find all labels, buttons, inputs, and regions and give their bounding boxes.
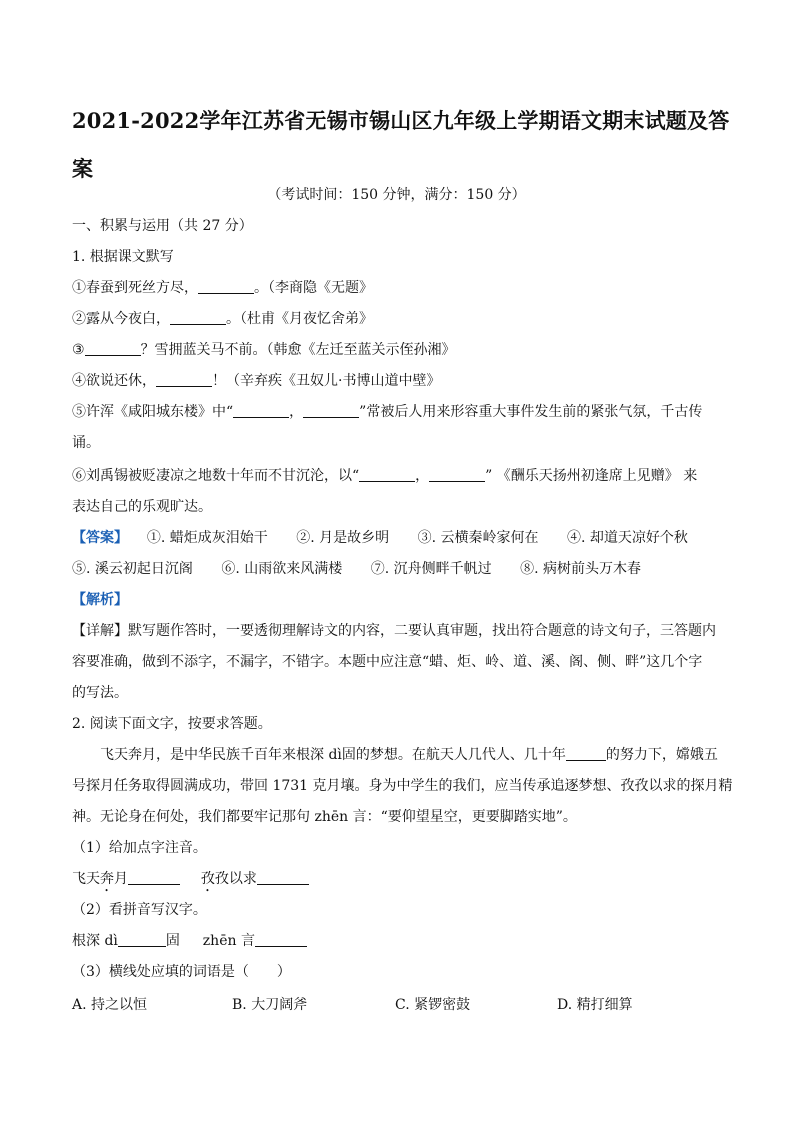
fill-blank[interactable] bbox=[566, 744, 606, 761]
analysis-label bbox=[72, 585, 722, 616]
answer-item: ⑥. 山雨欲来风满楼 bbox=[221, 561, 343, 577]
fill-blank[interactable] bbox=[429, 465, 485, 482]
detail-line-1 bbox=[72, 616, 722, 647]
answer-item: ①. 蜡炬成灰泪始干 bbox=[146, 530, 268, 546]
fill-blank[interactable] bbox=[303, 401, 359, 418]
detail-line-2: 容要准确，做到不添字，不漏字，不错字。本题中应注意“蜡、炬、岭、道、溪、阁、侧、畔”这几个字 bbox=[72, 654, 703, 670]
fill-blank[interactable] bbox=[118, 930, 166, 947]
fill-blank[interactable] bbox=[257, 868, 309, 885]
answer-item: ③. 云横秦岭家何在 bbox=[417, 530, 539, 546]
option-b[interactable]: B. 大刀阔斧 bbox=[232, 997, 308, 1013]
option-a[interactable]: A. 持之以恒 bbox=[72, 997, 148, 1013]
detail-line-3: 的写法。 bbox=[72, 685, 128, 701]
subquestion-1: （1）给加点字注音。 bbox=[72, 840, 207, 856]
question-1-stem: 1. 根据课文默写 bbox=[72, 249, 174, 265]
detail-text: 默写题作答时，一要透彻理解诗文的内容，二要认真审题，找出符合题意的诗文句子，三答题内 bbox=[128, 623, 716, 639]
fill-blank[interactable] bbox=[170, 308, 226, 325]
dictation-text: ”常被后人用来形容重大事件发生前的紧张气氛，千古传 bbox=[359, 404, 703, 420]
dictation-line-3 bbox=[72, 335, 722, 366]
answer-item: ④. 却道天凉好个秋 bbox=[566, 530, 688, 546]
dictation-text: ， bbox=[415, 468, 430, 484]
dictation-line-2 bbox=[72, 304, 722, 335]
answer-item: ②. 月是故乡明 bbox=[296, 530, 390, 546]
detail-label: 【详解】 bbox=[72, 623, 128, 639]
answer-item: ⑦. 沉舟侧畔千帆过 bbox=[370, 561, 492, 577]
dictation-text: ⑥刘禹锡被贬凄凉之地数十年而不甘沉沦，以“ bbox=[72, 468, 360, 484]
dictation-text: ？雪拥蓝关马不前。（韩愈《左迁至蓝关示侄孙湘》 bbox=[140, 342, 456, 358]
pinyin-word: zhēn 言 bbox=[202, 933, 255, 949]
dictation-line-6-cont: 表达自己的乐观旷达。 bbox=[72, 499, 212, 515]
question-2-stem: 2. 阅读下面文字，按要求答题。 bbox=[72, 716, 272, 732]
pinyin-word: 孜以求 bbox=[214, 871, 257, 887]
fill-blank[interactable] bbox=[198, 277, 254, 294]
answer-row-1 bbox=[72, 523, 722, 554]
fill-blank[interactable] bbox=[359, 465, 415, 482]
dictation-text: ！（辛弃疾《丑奴儿·书博山道中壁》 bbox=[212, 373, 441, 389]
dotted-char: 奔 bbox=[100, 871, 114, 887]
subquestion-2-items bbox=[72, 926, 722, 957]
dictation-text: ” 《酬乐天扬州初逢席上见赠》 来 bbox=[485, 468, 698, 484]
fill-blank[interactable] bbox=[128, 868, 180, 885]
dictation-text: ， bbox=[289, 404, 304, 420]
dictation-line-6 bbox=[72, 461, 722, 492]
dictation-text: 。（李商隐《无题》 bbox=[254, 280, 373, 296]
dictation-text: ②露从今夜白， bbox=[72, 311, 170, 327]
passage-line-2: 号探月任务取得圆满成功，带回 1731 克月壤。身为中学生的我们，应当传承追逐梦想、孜孜以求的探月精 bbox=[72, 778, 733, 794]
dictation-text: ③ bbox=[72, 342, 85, 358]
passage-text: 的努力下，嫦娥五 bbox=[605, 747, 718, 763]
page-title: 2021-2022学年江苏省无锡市锡山区九年级上学期语文期末试题及答案 bbox=[72, 108, 730, 181]
fill-blank[interactable] bbox=[255, 930, 307, 947]
fill-blank[interactable] bbox=[233, 401, 289, 418]
dictation-text: ⑤许浑《咸阳城东楼》中“ bbox=[72, 404, 234, 420]
section-heading: 一、积累与运用（共 27 分） bbox=[72, 218, 253, 234]
dictation-line-1 bbox=[72, 273, 722, 304]
dotted-char: 孜 bbox=[200, 871, 215, 887]
analysis-tag: 【解析】 bbox=[72, 592, 128, 608]
fill-blank[interactable] bbox=[85, 339, 141, 356]
dictation-text: ①春蚕到死丝方尽， bbox=[72, 280, 198, 296]
answer-label: 【答案】 bbox=[72, 530, 128, 546]
answer-row-2 bbox=[72, 554, 722, 585]
dictation-line-5 bbox=[72, 397, 722, 428]
pinyin-word: 固 bbox=[165, 933, 180, 949]
subquestion-3: （3）横线处应填的词语是（ ） bbox=[72, 964, 291, 980]
option-c[interactable]: C. 紧锣密鼓 bbox=[395, 997, 471, 1013]
subquestion-1-items bbox=[72, 864, 722, 895]
pinyin-word: 飞天 bbox=[72, 871, 100, 887]
passage-line-3: 神。无论身在何处，我们都要牢记那句 zhēn 言：“要仰望星空，更要脚踏实地”。 bbox=[72, 809, 577, 825]
dictation-line-4 bbox=[72, 366, 722, 397]
answer-item: ⑤. 溪云初起日沉阁 bbox=[72, 561, 193, 577]
passage-text: 飞天奔月，是中华民族千百年来根深 dì固的梦想。在航天人几代人、几十年 bbox=[100, 747, 566, 763]
option-d[interactable]: D. 精打细算 bbox=[557, 997, 633, 1013]
subquestion-2: （2）看拼音写汉字。 bbox=[72, 902, 207, 918]
dictation-text: ④欲说还休， bbox=[72, 373, 156, 389]
dictation-line-5-cont: 诵。 bbox=[72, 435, 100, 451]
pinyin-word: 月 bbox=[114, 871, 128, 887]
fill-blank[interactable] bbox=[156, 370, 212, 387]
pinyin-word: 根深 dì bbox=[72, 933, 118, 949]
exam-info: （考试时间：150 分钟，满分：150 分） bbox=[267, 187, 526, 203]
passage-line-1 bbox=[72, 740, 722, 771]
answer-item: ⑧. 病树前头万木春 bbox=[520, 561, 641, 577]
dictation-text: 。（杜甫《月夜忆舍弟》 bbox=[226, 311, 373, 327]
